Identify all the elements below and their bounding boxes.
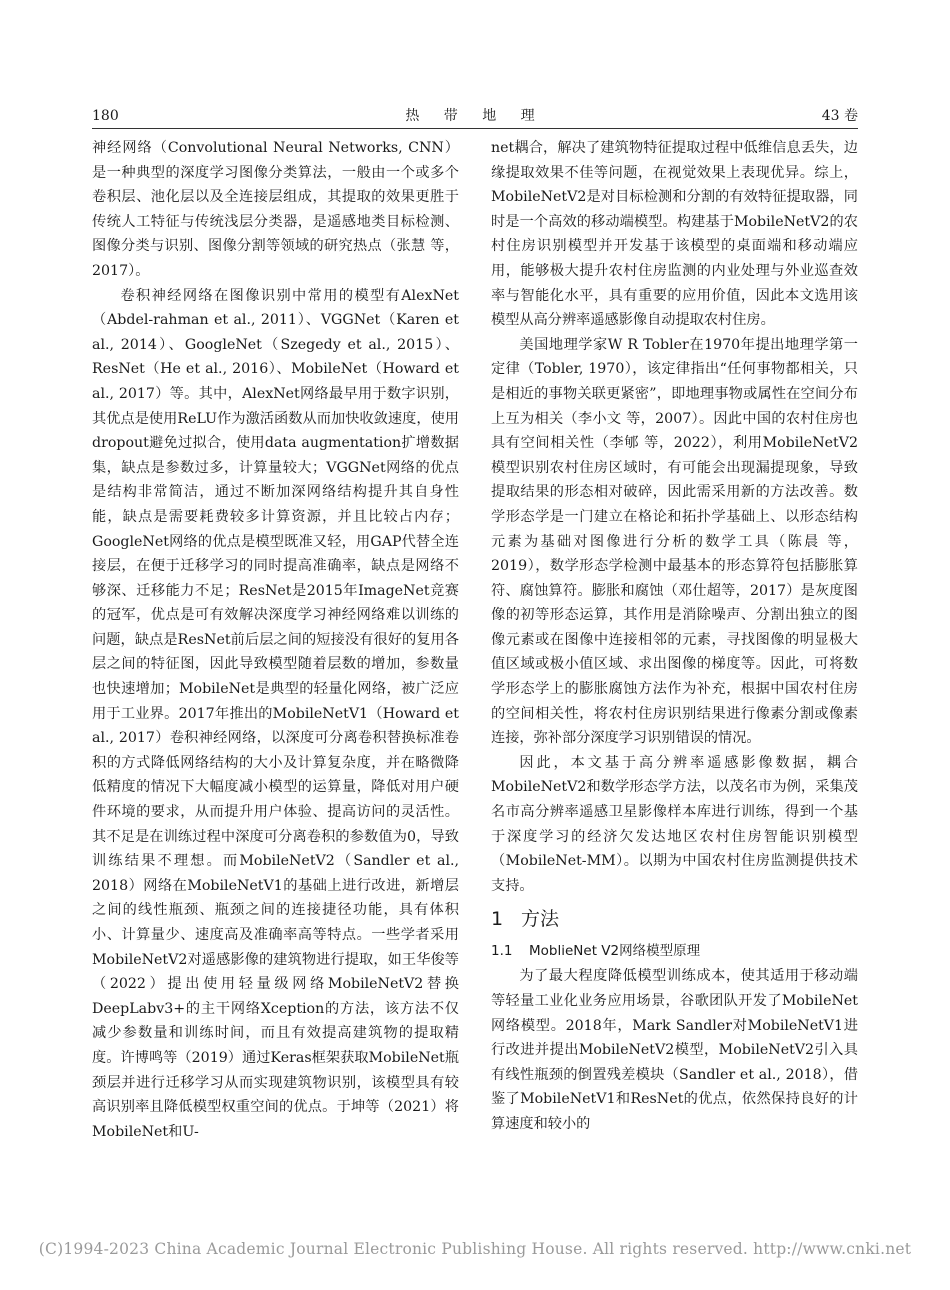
section-number: 1 — [491, 908, 504, 931]
section-title: 方法 — [521, 908, 560, 931]
journal-title: 热 带 地 理 — [405, 108, 545, 124]
paragraph-left-1: 神经网络（Convolutional Neural Networks, CNN）是一种典型的深度学习图像分类算法，一般由一个或多个卷积层、池化层以及全连接层组成，其提取的效果更胜于传统人工特征与传统浅层分类器，是遥感地类目标检测、图像分类与识别、图像分割等领域的研究热点（张慧 等，2017）。 — [92, 140, 459, 279]
paragraph-right-1: net耦合，解决了建筑物特征提取过程中低维信息丢失，边缘提取效果不佳等问题，在视觉效果上表现优异。综上，MobileNetV2是对目标检测和分割的有效特征提取器，同时是一个高效的移动端模型。构建基于MobileNetV2的农村住房识别模型并开发基于该模型的桌面端和移动端应用，能够极大提升农村住房监测的内业处理与外业巡查效率与智能化水平，具有重要的应用价值，因此本文选用该模型从高分辨率遥感影像自动提取农村住房。 — [491, 140, 858, 329]
paragraph-right-3: 因此，本文基于高分辨率遥感影像数据，耦合MobileNetV2和数学形态学方法，以茂名市为例，采集茂名市高分辨率遥感卫星影像样本库进行训练，得到一个基于深度学习的经济欠发达地区农村住房智能识别模型（MobileNet-MM）。以期为中国农村住房监测提供技术支持。 — [491, 754, 858, 894]
subsection-title: MoblieNet V2网络模型原理 — [529, 943, 701, 960]
subsection-heading — [491, 940, 858, 962]
subsection-number: 1.1 — [491, 943, 513, 960]
section-heading — [491, 906, 858, 932]
volume-number: 43 卷 — [821, 108, 858, 124]
page-number: 180 — [92, 108, 119, 124]
copyright-footer: (C)1994-2023 China Academic Journal Electronic Publishing House. All rights reserved. http://www.cnki.net — [38, 1240, 912, 1258]
left-column — [92, 136, 459, 1144]
paragraph-right-4: 为了最大程度降低模型训练成本，使其适用于移动端等轻量工业化业务应用场景，谷歌团队开发了MobileNet网络模型。2018年，Mark Sandler对MobileNetV1进行改进并提出MobileNetV2模型，MobileNetV2引入具有线性瓶颈的倒置残差模块（Sandler et al., 2018），借鉴了MobileNetV1和ResNet的优点，依然保持良好的计算速度和较小的 — [491, 968, 858, 1132]
paragraph-right-2: 美国地理学家W R Tobler在1970年提出地理学第一定律（Tobler, 1970），该定律指出“任何事物都相关，只是相近的事物关联更紧密”，即地理事物或属性在空间分布上互为相关（李小文 等，2007）。因此中国的农村住房也具有空间相关性（李郇 等，2022），利用MobileNetV2模型识别农村住房区域时，有可能会出现漏提现象，导致提取结果的形态相对破碎，因此需采用新的方法改善。数学形态学是一门建立在格论和拓扑学基础上、以形态结构元素为基础对图像进行分析的数学工具（陈晨 等，2019），数学形态学检测中最基本的形态算符包括膨胀算符、腐蚀算符。膨胀和腐蚀（邓仕超等，2017）是灰度图像的初等形态运算，其作用是消除噪声、分割出独立的图像元素或在图像中连接相邻的元素，寻找图像的明显极大值区域或极小值区域、求出图像的梯度等。因此，可将数学形态学上的膨胀腐蚀方法作为补充，根据中国农村住房的空间相关性，将农村住房识别结果进行像素分割或像素连接，弥补部分深度学习识别错误的情况。 — [491, 336, 858, 747]
right-column — [491, 136, 858, 1137]
paragraph-left-2: 卷积神经网络在图像识别中常用的模型有AlexNet（Abdel-rahman et al., 2011）、VGGNet（Karen et al., 2014）、GoogleNet（Szegedy et al., 2015）、ResNet（He et al., 2016）、MobileNet（Howard et al., 2017）等。其中，AlexNet网络最早用于数字识别，其优点是使用ReLU作为激活函数从而加快收敛速度，使用dropout避免过拟合，使用data augmentation扩增数据集，缺点是参数过多，计算量较大；VGGNet网络的优点是结构非常简洁，通过不断加深网络结构提升其自身性能，缺点是需要耗费较多计算资源，并且比较占内存；GoogleNet网络的优点是模型既准又轻，用GAP代替全连接层，在便于迁移学习的同时提高准确率，缺点是网络不够深、迁移能力不足；ResNet是2015年ImageNet竞赛的冠军，优点是可有效解决深度学习神经网络难以训练的问题，缺点是ResNet前后层之间的短接没有很好的复用各层之间的特征图，因此导致模型随着层数的增加，参数量也快速增加；MobileNet是典型的轻量化网络，被广泛应用于工业界。2017年推出的MobileNetV1（Howard et al., 2017）卷积神经网络，以深度可分离卷积替换标准卷积的方式降低网络结构的大小及计算复杂度，并在略微降低精度的情况下大幅度减小模型的运算量，降低对用户硬件环境的要求，从而提升用户体验、提高访问的灵活性。其不足是在训练过程中深度可分离卷积的参数值为0，导致训练结果不理想。而MobileNetV2（Sandler et al., 2018）网络在MobileNetV1的基础上进行改进，新增层之间的线性瓶颈、瓶颈之间的连接捷径功能，具有体积小、计算量少、速度高及准确率高等特点。一些学者采用MobileNetV2对遥感影像的建筑物进行提取，如王华俊等（2022）提出使用轻量级网络MobileNetV2替换DeepLabv3+的主干网络Xception的方法，该方法不仅减少参数量和训练时间，而且有效提高建筑物的提取精度。许博鸣等（2019）通过Keras框架获取MobileNet瓶颈层并进行迁移学习从而实现建筑物识别，该模型具有较高识别率且降低模型权重空间的优点。于坤等（2021）将MobileNet和U- — [92, 287, 459, 1140]
page-header — [92, 104, 858, 129]
